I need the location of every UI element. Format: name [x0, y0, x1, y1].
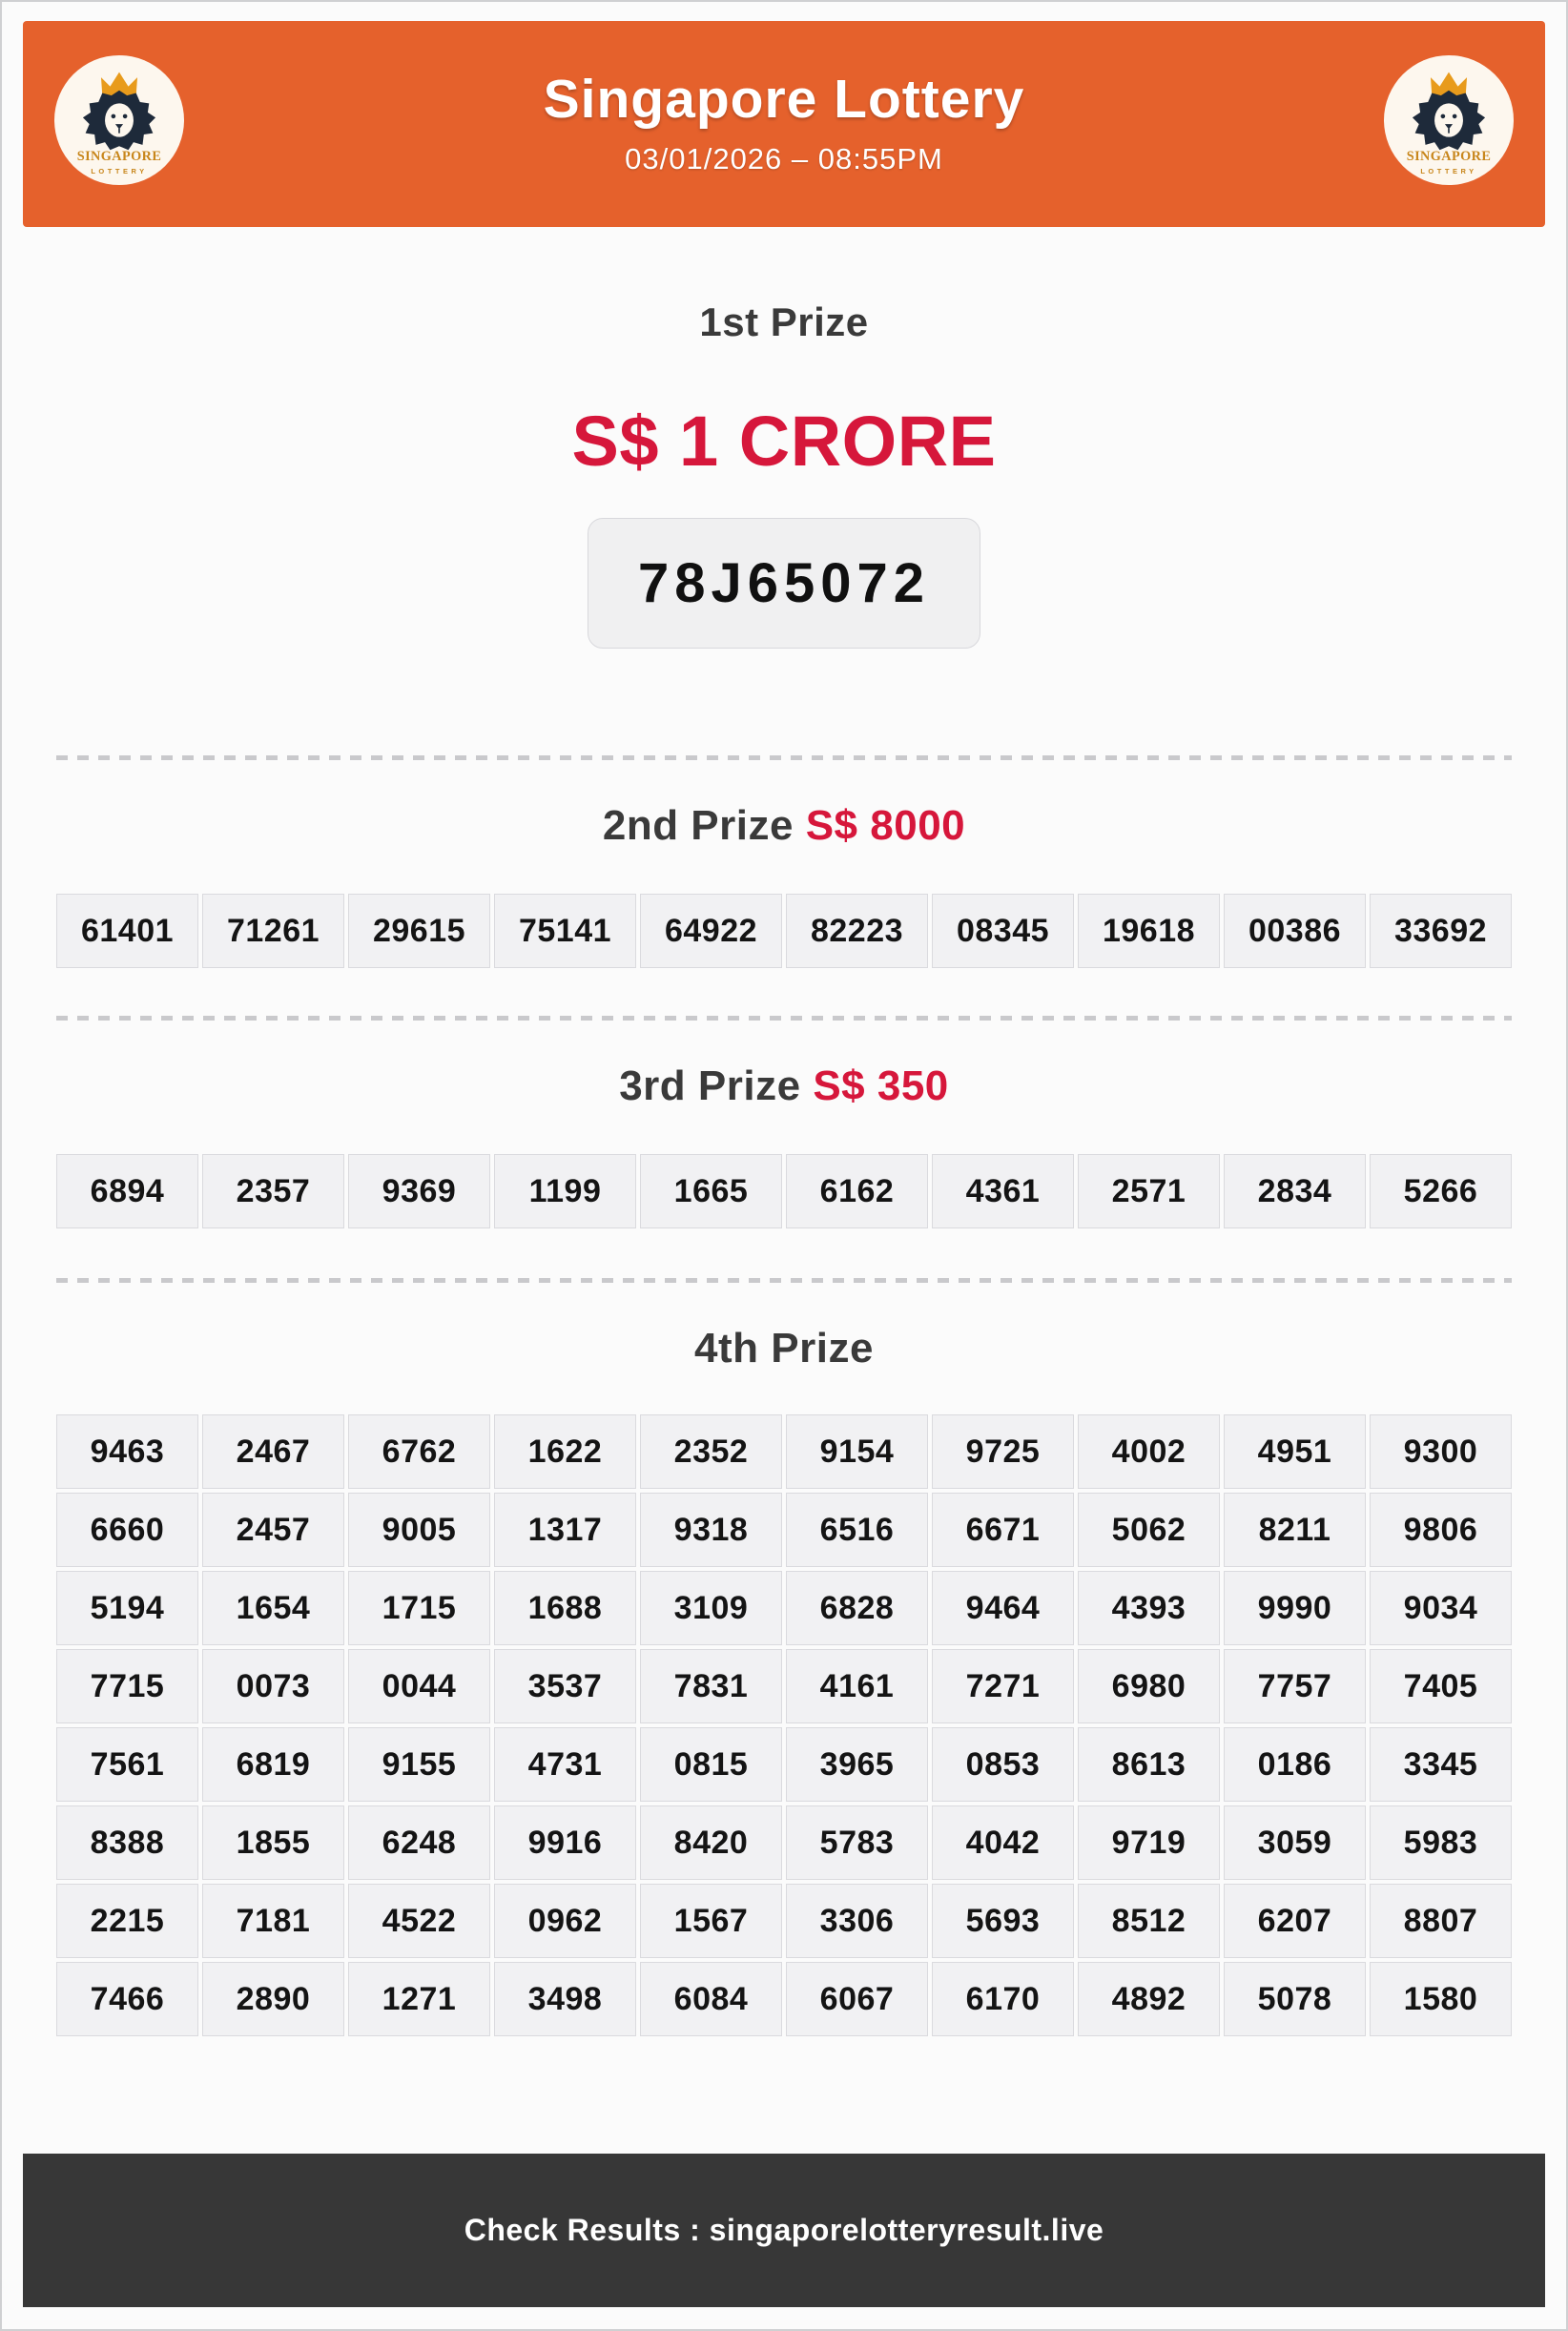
number-cell: 2834	[1224, 1154, 1366, 1228]
number-row	[56, 1805, 1512, 1880]
number-cell: 3306	[786, 1884, 928, 1958]
number-cell: 0073	[202, 1649, 344, 1723]
number-cell: 5062	[1078, 1493, 1220, 1567]
number-cell: 1665	[640, 1154, 782, 1228]
number-cell: 4892	[1078, 1962, 1220, 2036]
number-cell: 1855	[202, 1805, 344, 1880]
second-prize-label: 2nd Prize	[602, 802, 794, 849]
logo-text-lottery: LOTTERY	[1420, 166, 1477, 175]
number-cell: 7831	[640, 1649, 782, 1723]
number-cell: 9990	[1224, 1571, 1366, 1645]
number-cell: 4361	[932, 1154, 1074, 1228]
number-cell: 4161	[786, 1649, 928, 1723]
number-cell: 1317	[494, 1493, 636, 1567]
number-cell: 6828	[786, 1571, 928, 1645]
third-prize-heading	[56, 1062, 1512, 1110]
number-cell: 3059	[1224, 1805, 1366, 1880]
number-cell: 9719	[1078, 1805, 1220, 1880]
number-cell: 2357	[202, 1154, 344, 1228]
number-cell: 2457	[202, 1493, 344, 1567]
number-cell: 1199	[494, 1154, 636, 1228]
number-cell: 0853	[932, 1727, 1074, 1802]
number-cell: 6067	[786, 1962, 928, 2036]
number-cell: 29615	[348, 894, 490, 968]
number-cell: 9806	[1370, 1493, 1512, 1567]
number-cell: 1688	[494, 1571, 636, 1645]
logo-text-singapore: SINGAPORE	[1406, 149, 1492, 165]
number-cell: 7181	[202, 1884, 344, 1958]
number-cell: 4731	[494, 1727, 636, 1802]
lion-logo-left	[54, 55, 184, 185]
number-cell: 7757	[1224, 1649, 1366, 1723]
number-cell: 4042	[932, 1805, 1074, 1880]
number-cell: 33692	[1370, 894, 1512, 968]
number-cell: 8388	[56, 1805, 198, 1880]
number-cell: 1271	[348, 1962, 490, 2036]
number-cell: 3537	[494, 1649, 636, 1723]
number-cell: 5983	[1370, 1805, 1512, 1880]
fourth-prize-table	[56, 1414, 1512, 2036]
number-cell: 82223	[786, 894, 928, 968]
number-cell: 08345	[932, 894, 1074, 968]
number-cell: 8512	[1078, 1884, 1220, 1958]
number-cell: 4951	[1224, 1414, 1366, 1489]
number-cell: 8613	[1078, 1727, 1220, 1802]
number-cell: 1622	[494, 1414, 636, 1489]
number-cell: 0186	[1224, 1727, 1366, 1802]
number-cell: 5078	[1224, 1962, 1366, 2036]
logo-text-lottery: LOTTERY	[91, 166, 148, 175]
lion-logo-right	[1384, 55, 1514, 185]
number-cell: 4002	[1078, 1414, 1220, 1489]
number-cell: 4522	[348, 1884, 490, 1958]
header-banner	[23, 21, 1545, 227]
number-cell: 19618	[1078, 894, 1220, 968]
third-prize-label: 3rd Prize	[619, 1062, 801, 1109]
number-cell: 9300	[1370, 1414, 1512, 1489]
number-cell: 3109	[640, 1571, 782, 1645]
number-cell: 7405	[1370, 1649, 1512, 1723]
number-cell: 9318	[640, 1493, 782, 1567]
number-cell: 64922	[640, 894, 782, 968]
second-prize-heading	[56, 802, 1512, 850]
number-cell: 3345	[1370, 1727, 1512, 1802]
number-cell: 7271	[932, 1649, 1074, 1723]
lion-eye-left	[112, 114, 116, 119]
number-cell: 9463	[56, 1414, 198, 1489]
section-divider	[56, 755, 1512, 760]
third-prize-numbers	[56, 1154, 1512, 1228]
number-cell: 6894	[56, 1154, 198, 1228]
number-cell: 2215	[56, 1884, 198, 1958]
number-cell: 6671	[932, 1493, 1074, 1567]
second-prize-amount: S$ 8000	[805, 802, 966, 849]
number-cell: 0044	[348, 1649, 490, 1723]
page-title: Singapore Lottery	[543, 69, 1025, 131]
logo-text-singapore: SINGAPORE	[76, 149, 162, 165]
number-cell: 6819	[202, 1727, 344, 1802]
number-cell: 1580	[1370, 1962, 1512, 2036]
number-cell: 9154	[786, 1414, 928, 1489]
number-cell: 4393	[1078, 1571, 1220, 1645]
third-prize-amount: S$ 350	[813, 1062, 949, 1109]
number-cell: 9916	[494, 1805, 636, 1880]
number-cell: 7715	[56, 1649, 198, 1723]
number-cell: 0962	[494, 1884, 636, 1958]
number-cell: 5693	[932, 1884, 1074, 1958]
number-cell: 9005	[348, 1493, 490, 1567]
number-cell: 9034	[1370, 1571, 1512, 1645]
fourth-prize-label: 4th Prize	[694, 1325, 874, 1372]
number-cell: 5266	[1370, 1154, 1512, 1228]
number-cell: 9155	[348, 1727, 490, 1802]
number-cell: 6980	[1078, 1649, 1220, 1723]
number-cell: 1567	[640, 1884, 782, 1958]
number-cell: 6170	[932, 1962, 1074, 2036]
number-row	[56, 1571, 1512, 1645]
number-cell: 7561	[56, 1727, 198, 1802]
number-row	[56, 1962, 1512, 2036]
lion-eye-left	[1441, 114, 1446, 119]
footer-check-results: Check Results : singaporelotteryresult.live	[464, 2213, 1104, 2247]
number-cell: 9369	[348, 1154, 490, 1228]
number-row	[56, 1414, 1512, 1489]
number-cell: 8211	[1224, 1493, 1366, 1567]
number-cell: 6248	[348, 1805, 490, 1880]
number-cell: 9725	[932, 1414, 1074, 1489]
number-cell: 3965	[786, 1727, 928, 1802]
number-cell: 6084	[640, 1962, 782, 2036]
number-cell: 3498	[494, 1962, 636, 2036]
number-cell: 6762	[348, 1414, 490, 1489]
number-cell: 0815	[640, 1727, 782, 1802]
number-cell: 75141	[494, 894, 636, 968]
number-row	[56, 1649, 1512, 1723]
number-cell: 1654	[202, 1571, 344, 1645]
first-prize-heading: 1st Prize	[699, 299, 869, 344]
number-cell: 6207	[1224, 1884, 1366, 1958]
number-cell: 8420	[640, 1805, 782, 1880]
number-cell: 2571	[1078, 1154, 1220, 1228]
number-cell: 2352	[640, 1414, 782, 1489]
number-cell: 2890	[202, 1962, 344, 2036]
number-cell: 71261	[202, 894, 344, 968]
fourth-prize-heading	[56, 1325, 1512, 1372]
number-cell: 6162	[786, 1154, 928, 1228]
first-prize-amount: S$ 1 CRORE	[571, 402, 997, 481]
number-cell: 1715	[348, 1571, 490, 1645]
number-cell: 9464	[932, 1571, 1074, 1645]
number-row	[56, 1493, 1512, 1567]
section-divider	[56, 1016, 1512, 1021]
number-row	[56, 1884, 1512, 1958]
number-cell: 5194	[56, 1571, 198, 1645]
number-cell: 6660	[56, 1493, 198, 1567]
results-content	[2, 299, 1566, 2036]
draw-datetime: 03/01/2026 – 08:55PM	[625, 141, 943, 175]
number-cell: 6516	[786, 1493, 928, 1567]
number-cell: 61401	[56, 894, 198, 968]
number-cell: 8807	[1370, 1884, 1512, 1958]
number-cell: 00386	[1224, 894, 1366, 968]
lion-eye-right	[1453, 114, 1457, 119]
number-row	[56, 1727, 1512, 1802]
footer-bar	[23, 2154, 1545, 2307]
section-divider	[56, 1278, 1512, 1283]
number-cell: 5783	[786, 1805, 928, 1880]
number-cell: 2467	[202, 1414, 344, 1489]
second-prize-numbers	[56, 894, 1512, 968]
lion-eye-right	[123, 114, 128, 119]
first-prize-number: 78J65072	[588, 518, 980, 649]
number-cell: 7466	[56, 1962, 198, 2036]
